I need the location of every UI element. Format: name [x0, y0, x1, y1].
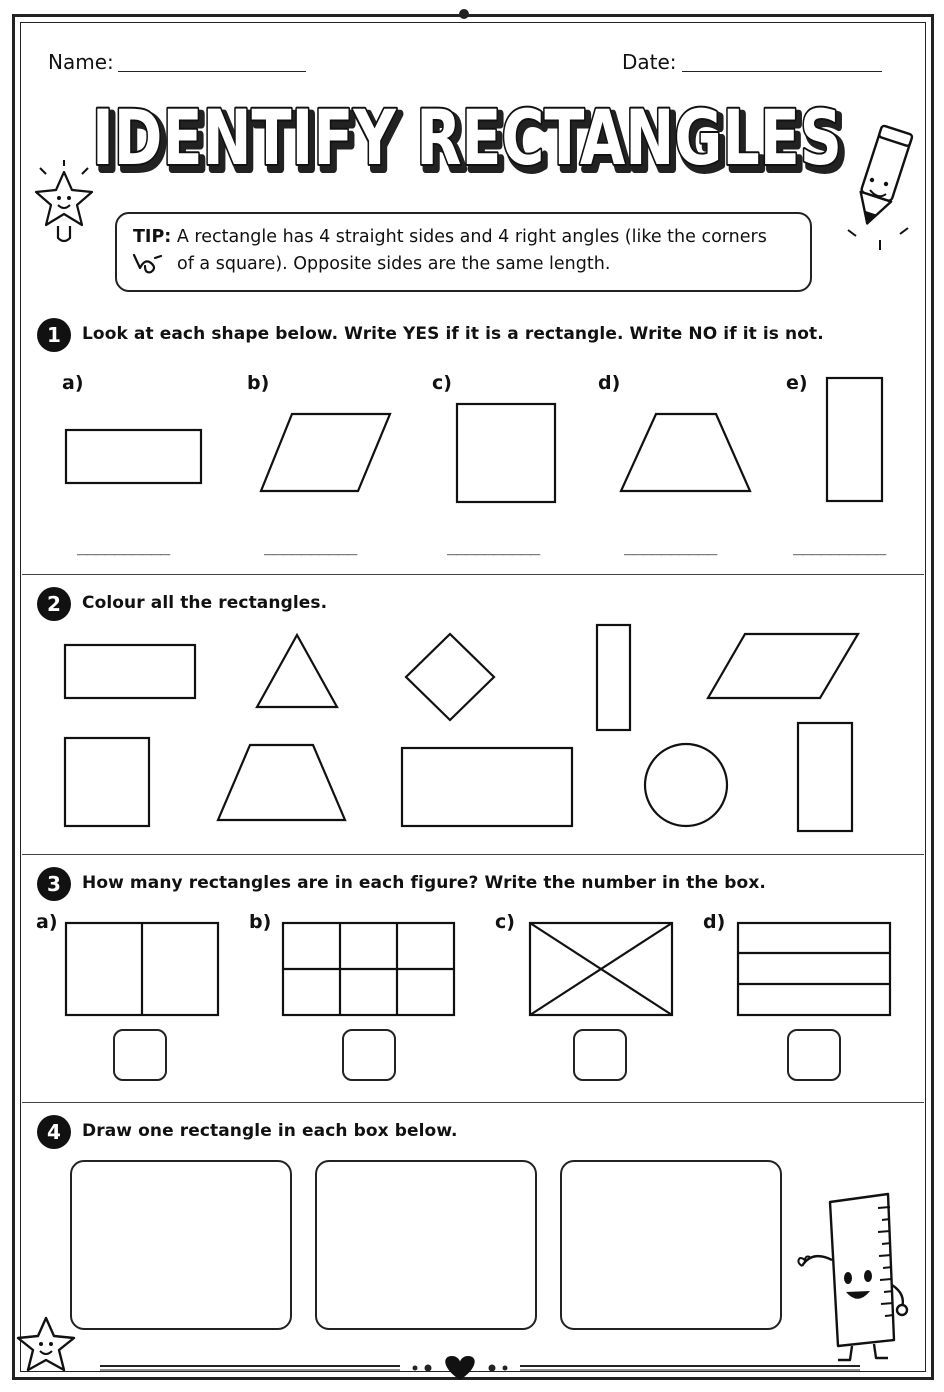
section-divider [22, 1102, 924, 1103]
heart-icon [445, 1356, 474, 1380]
ruler-mascot-icon [790, 1190, 915, 1365]
title-shadow: IDENTIFY RECTANGLES [96, 98, 846, 187]
tip-text-2: of a square). Opposite sides are the same length. [177, 254, 611, 274]
q3-answer-box-a[interactable] [113, 1029, 167, 1081]
q3-answer-box-c[interactable] [573, 1029, 627, 1081]
q4-draw-box-3[interactable] [560, 1160, 782, 1330]
star-mascot-icon [14, 1312, 84, 1382]
q4-draw-box-2[interactable] [315, 1160, 537, 1330]
q1-answer-c[interactable]: __________ [447, 536, 540, 556]
q1-answer-b[interactable]: __________ [264, 536, 357, 556]
q3-figure-c [530, 923, 672, 1015]
q3-answer-box-b[interactable] [342, 1029, 396, 1081]
question-3-number: 3 [37, 867, 71, 901]
q3-letter-c: c) [495, 911, 515, 933]
q3-letter-a: a) [36, 911, 58, 933]
question-4-text: Draw one rectangle in each box below. [82, 1121, 458, 1141]
q3-figure-d [738, 923, 890, 1015]
q1-letter-c: c) [432, 372, 452, 394]
title-text: IDENTIFY RECTANGLES [92, 93, 842, 182]
q1-letter-a: a) [62, 372, 84, 394]
name-label: Name: [48, 50, 114, 74]
q4-draw-box-1[interactable] [70, 1160, 292, 1330]
q1-letter-b: b) [247, 372, 270, 394]
q1-letter-d: d) [598, 372, 621, 394]
q1-answer-e[interactable]: __________ [793, 536, 886, 556]
q3-answer-box-d[interactable] [787, 1029, 841, 1081]
q1-letter-e: e) [786, 372, 808, 394]
question-2-number: 2 [37, 587, 71, 621]
question-1-text: Look at each shape below. Write YES if it is a rectangle. Write NO if it is not. [82, 324, 824, 344]
date-label: Date: [622, 50, 677, 74]
tip-label: TIP: [133, 227, 172, 247]
question-3-text: How many rectangles are in each figure? Write the number in the box. [82, 873, 766, 893]
q1-answer-a[interactable]: __________ [77, 536, 170, 556]
question-1-number: 1 [37, 318, 71, 352]
tip-text-1: A rectangle has 4 straight sides and 4 right angles (like the corners [176, 227, 767, 247]
q3-letter-b: b) [249, 911, 272, 933]
question-2-text: Colour all the rectangles. [82, 593, 328, 613]
q3-letter-d: d) [703, 911, 726, 933]
q3-figure-b [283, 923, 454, 1015]
bottom-ornament [100, 1352, 860, 1382]
q3-figure-a [66, 923, 218, 1015]
question-4-number: 4 [37, 1115, 71, 1149]
q1-answer-d[interactable]: __________ [624, 536, 717, 556]
